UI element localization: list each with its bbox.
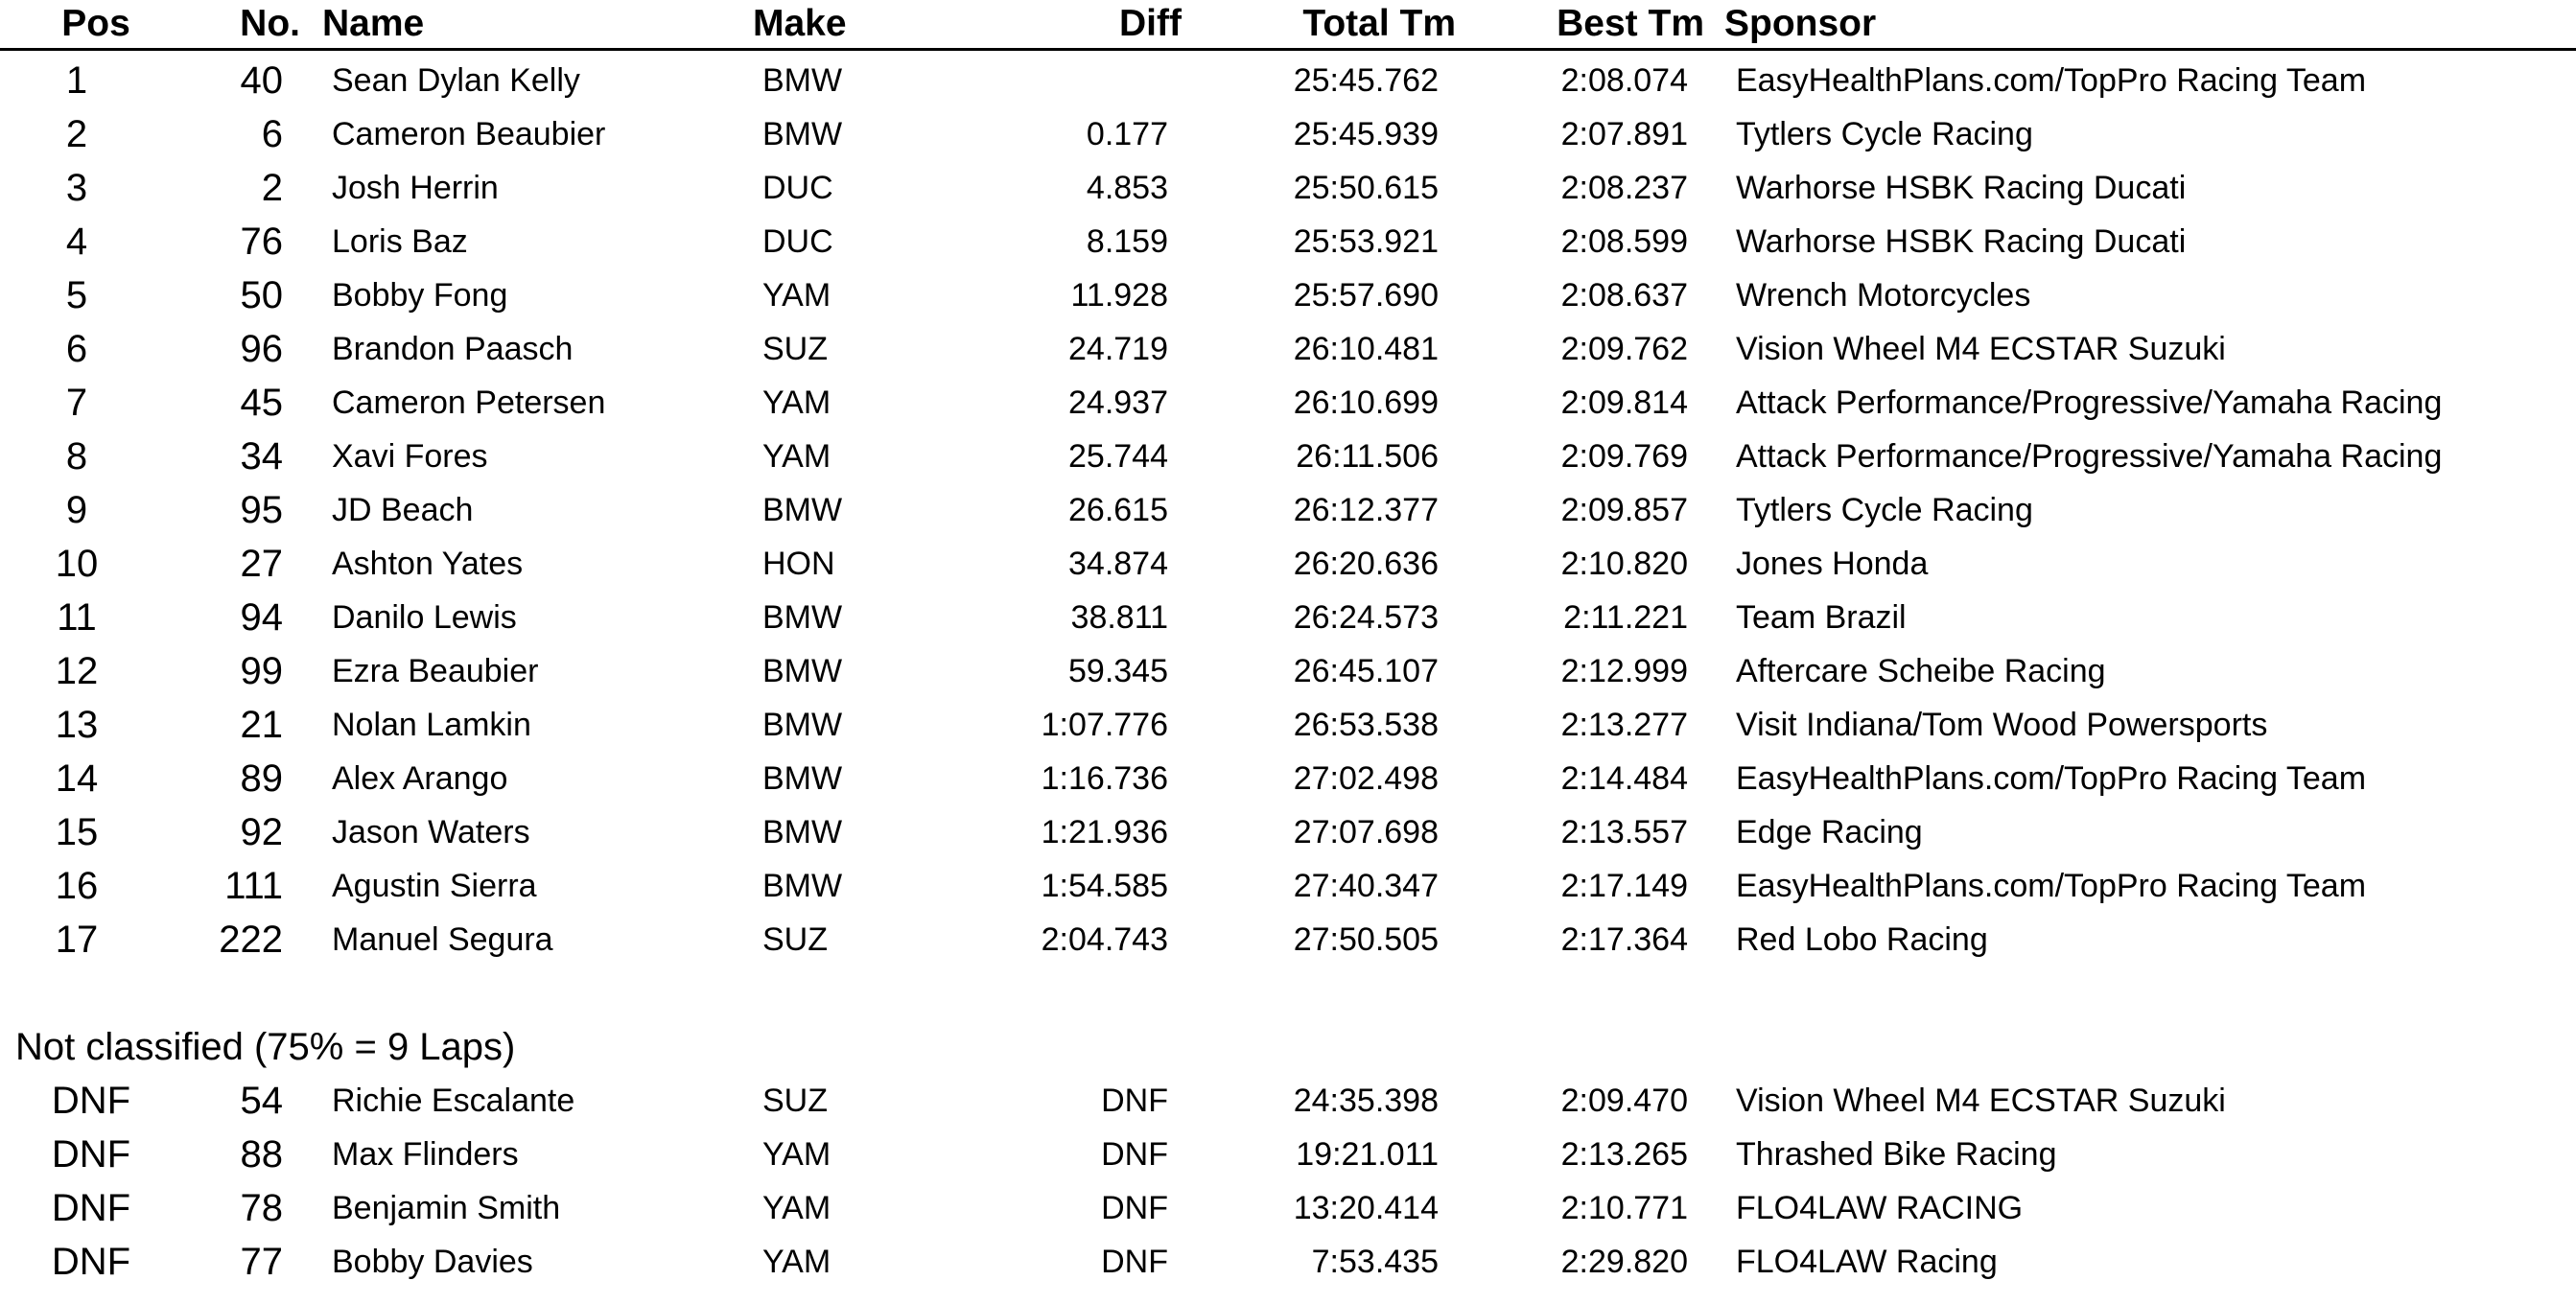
cell-pos: 4 — [65, 221, 88, 263]
cell-total-time: 25:50.615 — [1293, 170, 1439, 206]
cell-make: BMW — [762, 62, 843, 99]
cell-sponsor: Vision Wheel M4 ECSTAR Suzuki — [1736, 1083, 2226, 1119]
table-header — [0, 0, 2576, 51]
cell-pos: 3 — [65, 167, 88, 209]
cell-number: 88 — [240, 1133, 283, 1176]
not-classified-label: Not classified (75% = 9 Laps) — [15, 1026, 516, 1068]
cell-name: Josh Herrin — [332, 170, 499, 206]
cell-sponsor: FLO4LAW RACING — [1736, 1190, 2024, 1226]
cell-number: 27 — [240, 543, 283, 585]
cell-pos: 12 — [55, 650, 99, 692]
header-total: Total Tm — [1302, 3, 1456, 44]
cell-make: DUC — [762, 170, 833, 206]
table-row — [0, 698, 2576, 752]
cell-pos: DNF — [51, 1080, 131, 1122]
cell-diff: 1:54.585 — [1041, 868, 1168, 904]
cell-name: Richie Escalante — [332, 1083, 575, 1119]
table-row — [0, 859, 2576, 913]
cell-total-time: 26:45.107 — [1293, 653, 1439, 689]
cell-pos: DNF — [51, 1133, 131, 1176]
cell-make: SUZ — [762, 331, 828, 367]
cell-make: BMW — [762, 653, 843, 689]
cell-pos: DNF — [51, 1241, 131, 1283]
table-row — [0, 376, 2576, 430]
cell-diff: 1:21.936 — [1041, 814, 1168, 850]
header-pos: Pos — [61, 3, 130, 44]
table-row — [0, 430, 2576, 483]
table-row — [0, 591, 2576, 644]
cell-total-time: 26:12.377 — [1293, 492, 1439, 528]
cell-total-time: 26:11.506 — [1296, 438, 1439, 475]
cell-name: Alex Arango — [332, 760, 508, 797]
table-row — [0, 1128, 2576, 1181]
cell-total-time: 26:53.538 — [1293, 707, 1439, 743]
cell-pos: 8 — [65, 435, 88, 477]
cell-name: Xavi Fores — [332, 438, 488, 475]
cell-total-time: 13:20.414 — [1293, 1190, 1439, 1226]
cell-diff: DNF — [1101, 1244, 1168, 1280]
cell-pos: DNF — [51, 1187, 131, 1229]
cell-make: HON — [762, 546, 835, 582]
cell-name: Max Flinders — [332, 1136, 519, 1173]
cell-number: 92 — [240, 811, 283, 853]
cell-make: BMW — [762, 707, 843, 743]
table-row — [0, 268, 2576, 322]
cell-name: Cameron Beaubier — [332, 116, 606, 152]
cell-best-time: 2:17.149 — [1560, 868, 1688, 904]
cell-best-time: 2:13.277 — [1560, 707, 1688, 743]
cell-name: Manuel Segura — [332, 921, 553, 958]
header-sponsor: Sponsor — [1724, 3, 1877, 44]
cell-pos: 10 — [55, 543, 99, 585]
cell-total-time: 7:53.435 — [1311, 1244, 1439, 1280]
cell-best-time: 2:13.557 — [1560, 814, 1688, 850]
table-row — [0, 537, 2576, 591]
cell-make: BMW — [762, 116, 843, 152]
table-row — [0, 913, 2576, 966]
cell-diff: 4.853 — [1086, 170, 1168, 206]
table-row — [0, 1235, 2576, 1289]
cell-sponsor: Tytlers Cycle Racing — [1736, 492, 2033, 528]
cell-name: Brandon Paasch — [332, 331, 574, 367]
cell-diff: 8.159 — [1086, 223, 1168, 260]
cell-total-time: 19:21.011 — [1296, 1136, 1439, 1173]
cell-name: Bobby Davies — [332, 1244, 533, 1280]
cell-number: 89 — [240, 757, 283, 800]
cell-pos: 1 — [65, 59, 88, 102]
cell-best-time: 2:09.769 — [1560, 438, 1688, 475]
cell-best-time: 2:09.814 — [1560, 384, 1688, 421]
cell-best-time: 2:12.999 — [1560, 653, 1688, 689]
cell-number: 2 — [261, 167, 283, 209]
cell-pos: 7 — [65, 382, 88, 424]
cell-make: YAM — [762, 1136, 831, 1173]
cell-make: YAM — [762, 277, 831, 314]
cell-sponsor: Warhorse HSBK Racing Ducati — [1736, 170, 2187, 206]
cell-diff: 59.345 — [1068, 653, 1168, 689]
cell-name: Cameron Petersen — [332, 384, 606, 421]
cell-number: 77 — [240, 1241, 283, 1283]
cell-number: 40 — [240, 59, 283, 102]
cell-total-time: 25:57.690 — [1293, 277, 1439, 314]
cell-total-time: 25:45.939 — [1293, 116, 1439, 152]
table-row — [0, 322, 2576, 376]
cell-best-time: 2:29.820 — [1560, 1244, 1688, 1280]
cell-name: Benjamin Smith — [332, 1190, 561, 1226]
cell-total-time: 26:10.699 — [1293, 384, 1439, 421]
cell-pos: 13 — [55, 704, 99, 746]
cell-pos: 2 — [65, 113, 88, 155]
cell-total-time: 27:07.698 — [1293, 814, 1439, 850]
header-best: Best Tm — [1557, 3, 1704, 44]
header-name: Name — [322, 3, 425, 44]
cell-pos: 6 — [65, 328, 88, 370]
cell-best-time: 2:17.364 — [1560, 921, 1688, 958]
cell-total-time: 26:24.573 — [1293, 599, 1439, 636]
cell-name: Agustin Sierra — [332, 868, 537, 904]
cell-sponsor: FLO4LAW Racing — [1736, 1244, 1998, 1280]
cell-best-time: 2:07.891 — [1560, 116, 1688, 152]
cell-number: 96 — [240, 328, 283, 370]
cell-best-time: 2:08.637 — [1560, 277, 1688, 314]
cell-diff: 34.874 — [1068, 546, 1168, 582]
cell-number: 6 — [261, 113, 283, 155]
cell-sponsor: EasyHealthPlans.com/TopPro Racing Team — [1736, 760, 2367, 797]
table-row — [0, 1181, 2576, 1235]
cell-name: Sean Dylan Kelly — [332, 62, 580, 99]
table-row — [0, 752, 2576, 805]
cell-pos: 17 — [55, 919, 99, 961]
cell-diff: 24.937 — [1068, 384, 1168, 421]
cell-sponsor: Tytlers Cycle Racing — [1736, 116, 2033, 152]
cell-diff: 2:04.743 — [1041, 921, 1168, 958]
cell-number: 222 — [219, 919, 283, 961]
cell-best-time: 2:10.771 — [1560, 1190, 1688, 1226]
cell-sponsor: Wrench Motorcycles — [1736, 277, 2031, 314]
cell-name: Danilo Lewis — [332, 599, 517, 636]
cell-name: Bobby Fong — [332, 277, 508, 314]
cell-make: BMW — [762, 760, 843, 797]
table-row — [0, 161, 2576, 215]
cell-best-time: 2:09.470 — [1560, 1083, 1688, 1119]
cell-sponsor: Vision Wheel M4 ECSTAR Suzuki — [1736, 331, 2226, 367]
cell-best-time: 2:09.762 — [1560, 331, 1688, 367]
cell-sponsor: Edge Racing — [1736, 814, 1923, 850]
table-row — [0, 107, 2576, 161]
cell-number: 54 — [240, 1080, 283, 1122]
cell-diff: DNF — [1101, 1083, 1168, 1119]
header-make: Make — [753, 3, 847, 44]
cell-best-time: 2:14.484 — [1560, 760, 1688, 797]
table-row — [0, 483, 2576, 537]
cell-name: Loris Baz — [332, 223, 468, 260]
cell-make: YAM — [762, 1190, 831, 1226]
cell-number: 95 — [240, 489, 283, 531]
cell-number: 99 — [240, 650, 283, 692]
table-row — [0, 1074, 2576, 1128]
cell-pos: 9 — [65, 489, 88, 531]
cell-diff: 11.928 — [1070, 277, 1168, 314]
cell-make: YAM — [762, 1244, 831, 1280]
cell-number: 21 — [240, 704, 283, 746]
cell-pos: 14 — [55, 757, 99, 800]
cell-number: 45 — [240, 382, 283, 424]
cell-best-time: 2:08.237 — [1560, 170, 1688, 206]
cell-pos: 16 — [55, 865, 99, 907]
cell-best-time: 2:08.074 — [1560, 62, 1688, 99]
cell-total-time: 24:35.398 — [1293, 1083, 1439, 1119]
cell-pos: 11 — [57, 596, 97, 639]
cell-diff: 1:16.736 — [1041, 760, 1168, 797]
cell-sponsor: Team Brazil — [1736, 599, 1907, 636]
cell-sponsor: Attack Performance/Progressive/Yamaha Racing — [1736, 438, 2443, 475]
table-row — [0, 54, 2576, 107]
cell-name: Ezra Beaubier — [332, 653, 539, 689]
cell-number: 50 — [240, 274, 283, 316]
cell-sponsor: Aftercare Scheibe Racing — [1736, 653, 2106, 689]
table-row — [0, 644, 2576, 698]
cell-total-time: 26:20.636 — [1293, 546, 1439, 582]
cell-make: BMW — [762, 492, 843, 528]
cell-sponsor: Red Lobo Racing — [1736, 921, 1988, 958]
cell-sponsor: EasyHealthPlans.com/TopPro Racing Team — [1736, 62, 2367, 99]
cell-diff: 24.719 — [1068, 331, 1168, 367]
cell-make: SUZ — [762, 1083, 828, 1119]
cell-make: BMW — [762, 599, 843, 636]
cell-diff: DNF — [1101, 1190, 1168, 1226]
cell-diff: 26.615 — [1068, 492, 1168, 528]
cell-number: 111 — [224, 865, 283, 907]
cell-number: 34 — [240, 435, 283, 477]
cell-best-time: 2:08.599 — [1560, 223, 1688, 260]
cell-name: Nolan Lamkin — [332, 707, 531, 743]
cell-number: 94 — [240, 596, 283, 639]
cell-diff: 1:07.776 — [1041, 707, 1168, 743]
cell-diff: 38.811 — [1070, 599, 1168, 636]
cell-sponsor: Warhorse HSBK Racing Ducati — [1736, 223, 2187, 260]
cell-diff: DNF — [1101, 1136, 1168, 1173]
cell-sponsor: Jones Honda — [1736, 546, 1929, 582]
cell-make: SUZ — [762, 921, 828, 958]
cell-total-time: 25:45.762 — [1293, 62, 1439, 99]
table-row — [0, 805, 2576, 859]
cell-name: JD Beach — [332, 492, 474, 528]
cell-total-time: 27:50.505 — [1293, 921, 1439, 958]
cell-sponsor: Thrashed Bike Racing — [1736, 1136, 2057, 1173]
cell-name: Jason Waters — [332, 814, 530, 850]
cell-make: BMW — [762, 868, 843, 904]
cell-total-time: 26:10.481 — [1293, 331, 1439, 367]
cell-sponsor: Visit Indiana/Tom Wood Powersports — [1736, 707, 2268, 743]
cell-make: YAM — [762, 384, 831, 421]
cell-sponsor: Attack Performance/Progressive/Yamaha Racing — [1736, 384, 2443, 421]
header-no: No. — [240, 3, 300, 44]
cell-diff: 0.177 — [1086, 116, 1168, 152]
cell-pos: 5 — [65, 274, 88, 316]
cell-total-time: 25:53.921 — [1293, 223, 1439, 260]
cell-make: DUC — [762, 223, 833, 260]
cell-best-time: 2:13.265 — [1560, 1136, 1688, 1173]
cell-number: 78 — [240, 1187, 283, 1229]
header-diff: Diff — [1119, 3, 1182, 44]
cell-name: Ashton Yates — [332, 546, 524, 582]
cell-total-time: 27:40.347 — [1293, 868, 1439, 904]
cell-make: BMW — [762, 814, 843, 850]
cell-sponsor: EasyHealthPlans.com/TopPro Racing Team — [1736, 868, 2367, 904]
cell-make: YAM — [762, 438, 831, 475]
cell-diff: 25.744 — [1068, 438, 1168, 475]
cell-number: 76 — [240, 221, 283, 263]
cell-best-time: 2:10.820 — [1560, 546, 1688, 582]
cell-total-time: 27:02.498 — [1293, 760, 1439, 797]
table-row — [0, 215, 2576, 268]
cell-best-time: 2:09.857 — [1560, 492, 1688, 528]
cell-pos: 15 — [55, 811, 99, 853]
cell-best-time: 2:11.221 — [1563, 599, 1688, 636]
